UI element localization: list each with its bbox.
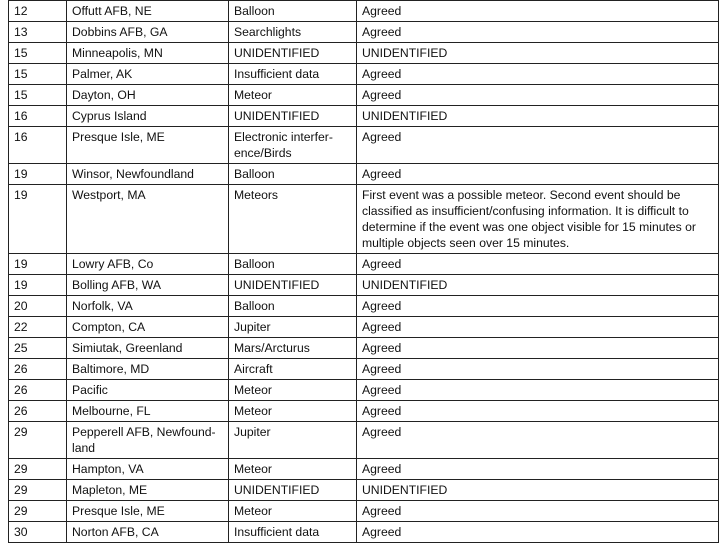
evaluation-cell: Jupiter <box>229 317 357 338</box>
comment-cell: Agreed <box>357 296 719 317</box>
location-cell: Pepperell AFB, Newfound- land <box>67 422 229 459</box>
evaluation-cell: Meteor <box>229 85 357 106</box>
day-cell: 25 <box>9 338 67 359</box>
day-cell: 19 <box>9 275 67 296</box>
location-cell: Baltimore, MD <box>67 359 229 380</box>
evaluation-cell: Meteors <box>229 185 357 254</box>
table-row <box>9 480 719 501</box>
location-cell: Norton AFB, CA <box>67 522 229 543</box>
location-cell: Mapleton, ME <box>67 480 229 501</box>
day-cell: 26 <box>9 359 67 380</box>
evaluation-cell: Balloon <box>229 1 357 22</box>
location-cell: Hampton, VA <box>67 459 229 480</box>
day-cell: 13 <box>9 22 67 43</box>
day-cell: 16 <box>9 106 67 127</box>
table-row <box>9 185 719 254</box>
evaluation-cell: UNIDENTIFIED <box>229 43 357 64</box>
location-cell: Norfolk, VA <box>67 296 229 317</box>
table-row <box>9 380 719 401</box>
day-cell: 15 <box>9 85 67 106</box>
comment-cell: Agreed <box>357 22 719 43</box>
day-cell: 20 <box>9 296 67 317</box>
location-cell: Simiutak, Greenland <box>67 338 229 359</box>
location-cell: Pacific <box>67 380 229 401</box>
evaluation-cell: UNIDENTIFIED <box>229 275 357 296</box>
day-cell: 29 <box>9 480 67 501</box>
table-row <box>9 275 719 296</box>
table-row <box>9 43 719 64</box>
comment-cell: Agreed <box>357 1 719 22</box>
day-cell: 30 <box>9 522 67 543</box>
table-row <box>9 296 719 317</box>
table-row <box>9 422 719 459</box>
table-row <box>9 85 719 106</box>
evaluation-cell: Balloon <box>229 254 357 275</box>
table-row <box>9 254 719 275</box>
location-cell: Bolling AFB, WA <box>67 275 229 296</box>
table-row <box>9 1 719 22</box>
comment-cell: UNIDENTIFIED <box>357 480 719 501</box>
evaluation-cell: Mars/Arcturus <box>229 338 357 359</box>
location-cell: Presque Isle, ME <box>67 501 229 522</box>
day-cell: 22 <box>9 317 67 338</box>
comment-cell: Agreed <box>357 64 719 85</box>
comment-cell: First event was a possible meteor. Second event should be classified as insufficient/confusing information. It is difficult to determine if the event was one object visible for 15 minutes or multiple objects seen over 15 minutes. <box>357 185 719 254</box>
comment-cell: Agreed <box>357 522 719 543</box>
table-row <box>9 501 719 522</box>
evaluation-cell: Meteor <box>229 401 357 422</box>
evaluation-cell: Aircraft <box>229 359 357 380</box>
day-cell: 29 <box>9 422 67 459</box>
comment-cell: Agreed <box>357 401 719 422</box>
table-row <box>9 338 719 359</box>
comment-cell: Agreed <box>357 501 719 522</box>
location-cell: Compton, CA <box>67 317 229 338</box>
comment-cell: Agreed <box>357 85 719 106</box>
day-cell: 19 <box>9 254 67 275</box>
comment-cell: UNIDENTIFIED <box>357 43 719 64</box>
table-row <box>9 106 719 127</box>
location-cell: Cyprus Island <box>67 106 229 127</box>
comment-cell: Agreed <box>357 422 719 459</box>
comment-cell: Agreed <box>357 317 719 338</box>
evaluation-cell: Searchlights <box>229 22 357 43</box>
day-cell: 29 <box>9 501 67 522</box>
table-row <box>9 522 719 543</box>
table-row <box>9 127 719 164</box>
table-body <box>9 1 719 543</box>
evaluation-cell: Meteor <box>229 459 357 480</box>
evaluation-cell: Balloon <box>229 296 357 317</box>
day-cell: 16 <box>9 127 67 164</box>
evaluation-cell: Insufficient data <box>229 64 357 85</box>
location-cell: Palmer, AK <box>67 64 229 85</box>
day-cell: 19 <box>9 185 67 254</box>
evaluation-cell: Electronic interfer- ence/Birds <box>229 127 357 164</box>
comment-cell: Agreed <box>357 338 719 359</box>
evaluation-cell: Balloon <box>229 164 357 185</box>
comment-cell: Agreed <box>357 254 719 275</box>
comment-cell: Agreed <box>357 164 719 185</box>
table-row <box>9 359 719 380</box>
comment-cell: UNIDENTIFIED <box>357 106 719 127</box>
location-cell: Dobbins AFB, GA <box>67 22 229 43</box>
evaluation-cell: Meteor <box>229 380 357 401</box>
comment-cell: Agreed <box>357 359 719 380</box>
comment-cell: Agreed <box>357 127 719 164</box>
day-cell: 15 <box>9 64 67 85</box>
location-cell: Offutt AFB, NE <box>67 1 229 22</box>
location-cell: Dayton, OH <box>67 85 229 106</box>
comment-cell: UNIDENTIFIED <box>357 275 719 296</box>
table-row <box>9 22 719 43</box>
evaluation-cell: UNIDENTIFIED <box>229 480 357 501</box>
table-row <box>9 317 719 338</box>
comment-cell: Agreed <box>357 380 719 401</box>
location-cell: Westport, MA <box>67 185 229 254</box>
evaluation-cell: Insufficient data <box>229 522 357 543</box>
day-cell: 12 <box>9 1 67 22</box>
day-cell: 19 <box>9 164 67 185</box>
day-cell: 26 <box>9 380 67 401</box>
evaluation-cell: Meteor <box>229 501 357 522</box>
comment-cell: Agreed <box>357 459 719 480</box>
day-cell: 26 <box>9 401 67 422</box>
location-cell: Lowry AFB, Co <box>67 254 229 275</box>
table-row <box>9 401 719 422</box>
location-cell: Minneapolis, MN <box>67 43 229 64</box>
table-row <box>9 459 719 480</box>
table-row <box>9 64 719 85</box>
location-cell: Melbourne, FL <box>67 401 229 422</box>
day-cell: 29 <box>9 459 67 480</box>
location-cell: Presque Isle, ME <box>67 127 229 164</box>
table-row <box>9 164 719 185</box>
evaluation-cell: Jupiter <box>229 422 357 459</box>
evaluation-cell: UNIDENTIFIED <box>229 106 357 127</box>
sightings-table <box>8 0 719 543</box>
location-cell: Winsor, Newfoundland <box>67 164 229 185</box>
day-cell: 15 <box>9 43 67 64</box>
